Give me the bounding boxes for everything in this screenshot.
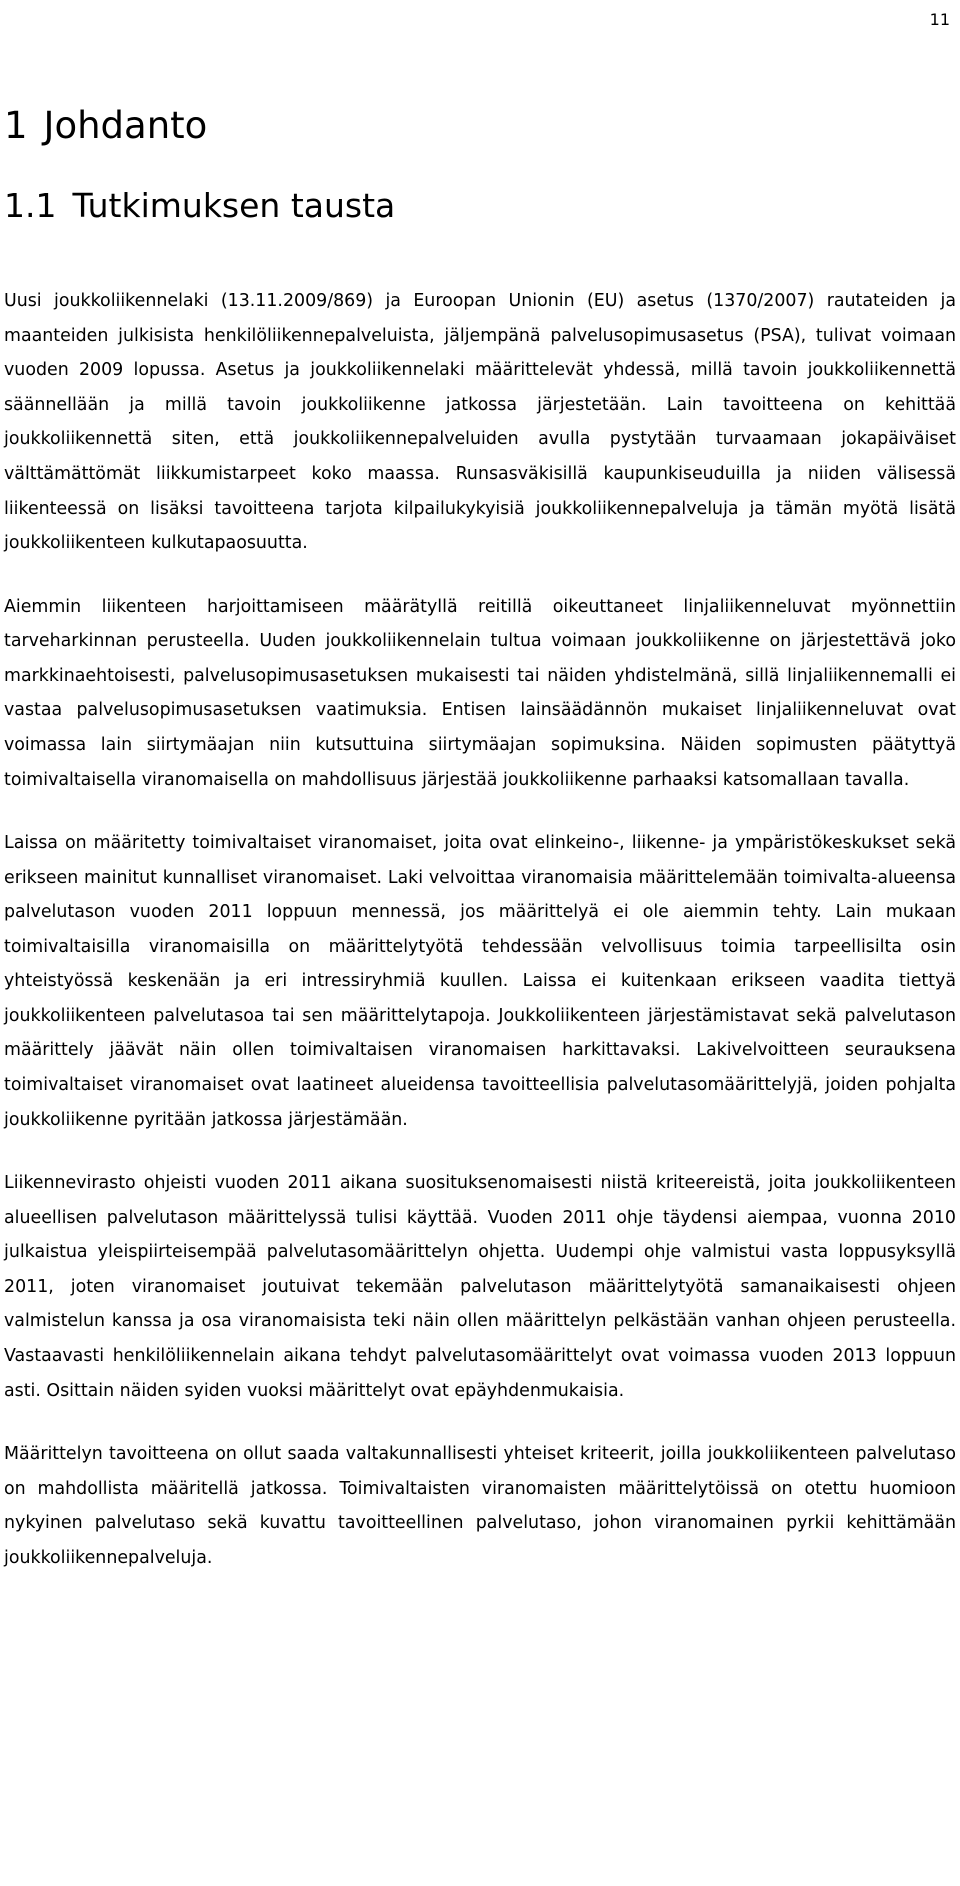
chapter-title: Johdanto bbox=[43, 104, 208, 147]
paragraph: Laissa on määritetty toimivaltaiset viranomaiset, joita ovat elinkeino-, liikenne- ja ympäristökeskukset sekä erikseen mainitut kunnalliset viranomaiset. Laki velvoittaa viranomaisia määrittelemään toimivalta-alueensa palvelutason vuoden 2011 loppuun mennessä, jos määrittelyä ei ole aiemmin tehty. Lain mukaan toimivaltaisilla viranomaisilla on määrittelytyötä tehdessään velvollisuus toimia tarpeellisilta osin yhteistyössä keskenään ja eri intressiryhmiä kuullen. Laissa ei kuitenkaan erikseen vaadita tiettyä joukkoliikenteen palvelutasoa tai sen määrittelytapoja. Joukkoliikenteen järjestämistavat sekä palvelutason määrittely jäävät näin ollen toimivaltaisen viranomaisen harkittavaksi. Lakivelvoitteen seurauksena toimivaltaiset viranomaiset ovat laatineet alueidensa tavoitteellisia palvelutasomäärittelyjä, joiden pohjalta joukkoliikenne pyritään jatkossa järjestämään. bbox=[4, 832, 956, 1130]
paragraph: Uusi joukkoliikennelaki (13.11.2009/869) ja Euroopan Unionin (EU) asetus (1370/2007) rautateiden ja maanteiden julkisista henkilöliikennepalveluista, jäljempänä palvelusopimusasetus (PSA), tulivat voimaan vuoden 2009 lopussa. Asetus ja joukkoliikennelaki määrittelevät yhdessä, millä tavoin joukkoliikennettä säännellään ja millä tavoin joukkoliikenne jatkossa järjestetään. Lain tavoitteena on kehittää joukkoliikennettä siten, että joukkoliikennepalveluiden avulla pystytään turvaamaan jokapäiväiset välttämättömät liikkumistarpeet koko maassa. Runsasväkisillä kaupunkiseuduilla ja niiden välisessä liikenteessä on lisäksi tavoitteena tarjota kilpailukykyisiä joukkoliikennepalveluja ja tämän myötä lisätä joukkoliikenteen kulkutapaosuutta. bbox=[4, 291, 956, 554]
paragraph: Aiemmin liikenteen harjoittamiseen määrätyllä reitillä oikeuttaneet linjaliikenneluvat myönnettiin tarveharkinnan perusteella. Uuden joukkoliikennelain tultua voimaan joukkoliikenne on järjestettävä joko markkinaehtoisesti, palvelusopimusasetuksen mukaisesti tai näiden yhdistelmänä, sillä linjaliikennemalli ei vastaa palvelusopimusasetuksen vaatimuksia. Entisen lainsäädännön mukaiset linjaliikenneluvat ovat voimassa lain siirtymäajan niin kutsuttuina siirtymäajan sopimuksina. Näiden sopimusten päätyttyä toimivaltaisella viranomaisella on mahdollisuus järjestää joukkoliikenne parhaaksi katsomallaan tavalla. bbox=[4, 596, 956, 790]
section-title: Tutkimuksen tausta bbox=[72, 186, 396, 225]
page-number: 11 bbox=[929, 10, 950, 29]
section-heading bbox=[4, 186, 956, 226]
paragraph: Liikennevirasto ohjeisti vuoden 2011 aikana suosituksenomaisesti niistä kriteereistä, joita joukkoliikenteen alueellisen palvelutason määrittelyssä tulisi käyttää. Vuoden 2011 ohje täydensi aiempaa, vuonna 2010 julkaistua yleispiirteisempää palvelutasomäärittelyn ohjetta. Uudempi ohje valmistui vasta loppusyksyllä 2011, joten viranomaiset joutuivat tekemään palvelutason määrittelytyötä samanaikaisesti ohjeen valmistelun kanssa ja osa viranomaisista teki näin ollen määrittelyn pelkästään vanhan ohjeen perusteella. Vastaavasti henkilöliikennelain aikana tehdyt palvelutasomäärittelyt ovat voimassa vuoden 2013 loppuun asti. Osittain näiden syiden vuoksi määrittelyt ovat epäyhdenmukaisia. bbox=[4, 1173, 956, 1401]
section-number: 1.1 bbox=[4, 186, 57, 225]
chapter-number: 1 bbox=[4, 104, 28, 147]
section-text bbox=[4, 284, 956, 1575]
document-body bbox=[4, 104, 956, 1604]
chapter-heading bbox=[4, 104, 956, 148]
paragraph: Määrittelyn tavoitteena on ollut saada valtakunnallisesti yhteiset kriteerit, joilla joukkoliikenteen palvelutaso on mahdollista määritellä jatkossa. Toimivaltaisten viranomaisten määrittelytöissä on otettu huomioon nykyinen palvelutaso sekä kuvattu tavoitteellinen palvelutaso, johon viranomainen pyrkii kehittämään joukkoliikennepalveluja. bbox=[4, 1444, 956, 1568]
